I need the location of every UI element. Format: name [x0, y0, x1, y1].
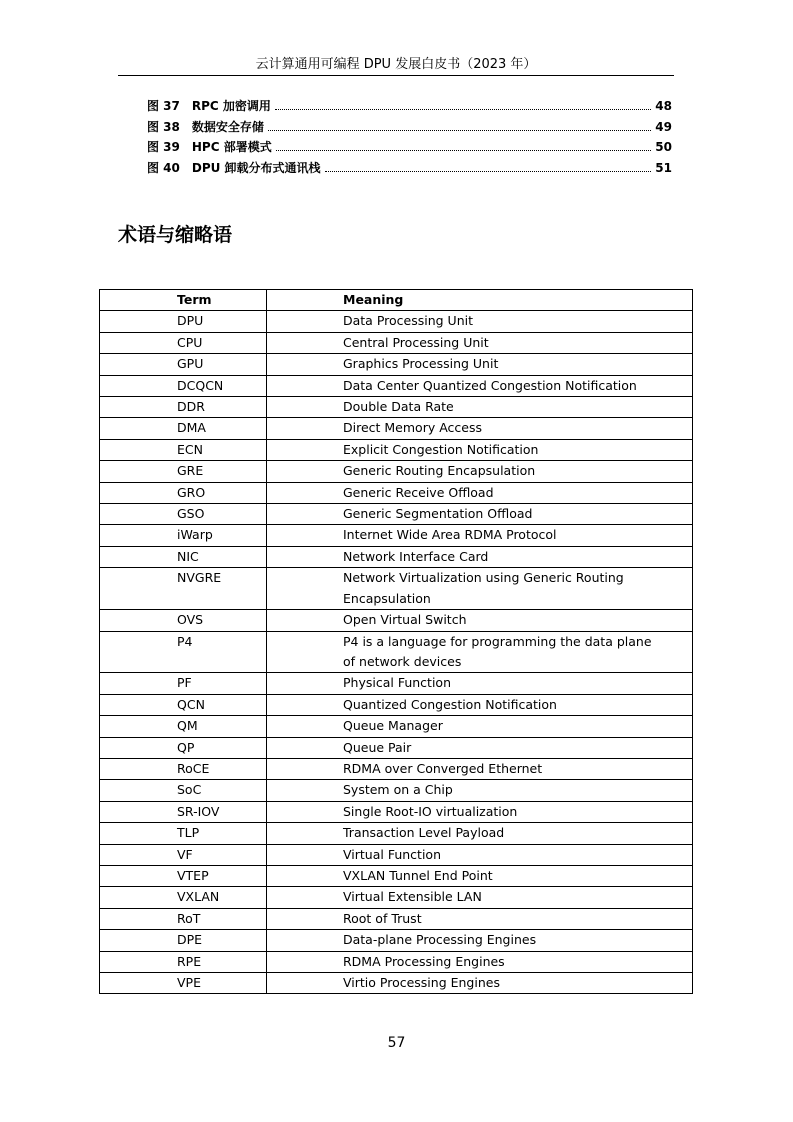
term-cell: QCN: [100, 694, 267, 715]
header-divider: [118, 75, 674, 76]
meaning-cell: Quantized Congestion Notification: [267, 694, 693, 715]
table-row: [100, 865, 693, 886]
meaning-cell: System on a Chip: [267, 780, 693, 801]
toc-leader-dots: [276, 150, 652, 151]
term-cell: VTEP: [100, 865, 267, 886]
meaning-cell: RDMA Processing Engines: [267, 951, 693, 972]
meaning-cell: Direct Memory Access: [267, 418, 693, 439]
table-header-row: [100, 290, 693, 311]
table-row: [100, 951, 693, 972]
table-row: [100, 930, 693, 951]
toc-entry[interactable]: [147, 97, 672, 118]
toc-leader-dots: [268, 130, 651, 131]
column-header-meaning: Meaning: [267, 290, 693, 311]
table-row: [100, 780, 693, 801]
toc-entry-label: 图 40 DPU 卸载分布式通讯栈: [147, 161, 321, 176]
term-cell: GRO: [100, 482, 267, 503]
term-cell: SoC: [100, 780, 267, 801]
table-row: [100, 801, 693, 822]
term-cell: NVGRE: [100, 568, 267, 610]
term-cell: VPE: [100, 973, 267, 994]
term-cell: GRE: [100, 461, 267, 482]
meaning-cell: Data Processing Unit: [267, 311, 693, 332]
toc-entry-label: 图 39 HPC 部署模式: [147, 140, 272, 155]
glossary-table: [99, 289, 693, 994]
table-row: [100, 823, 693, 844]
table-row: [100, 418, 693, 439]
term-cell: GSO: [100, 504, 267, 525]
table-row: [100, 673, 693, 694]
term-cell: RoCE: [100, 758, 267, 779]
meaning-cell: Double Data Rate: [267, 397, 693, 418]
meaning-cell: Network Interface Card: [267, 546, 693, 567]
meaning-cell: Data Center Quantized Congestion Notification: [267, 375, 693, 396]
table-row: [100, 504, 693, 525]
term-cell: CPU: [100, 332, 267, 353]
table-row: [100, 610, 693, 631]
meaning-cell: Queue Pair: [267, 737, 693, 758]
meaning-cell: Single Root-IO virtualization: [267, 801, 693, 822]
term-cell: PF: [100, 673, 267, 694]
table-row: [100, 482, 693, 503]
meaning-cell: Central Processing Unit: [267, 332, 693, 353]
meaning-cell: VXLAN Tunnel End Point: [267, 865, 693, 886]
page-header: 云计算通用可编程 DPU 发展白皮书（2023 年）: [255, 57, 537, 72]
page-number: 57: [387, 1035, 406, 1051]
table-row: [100, 908, 693, 929]
term-cell: VXLAN: [100, 887, 267, 908]
toc-entry-label: 图 37 RPC 加密调用: [147, 99, 271, 113]
meaning-cell: RDMA over Converged Ethernet: [267, 758, 693, 779]
term-cell: QP: [100, 737, 267, 758]
meaning-cell: Virtual Function: [267, 844, 693, 865]
term-cell: DCQCN: [100, 375, 267, 396]
toc-entry[interactable]: [147, 159, 672, 180]
table-row: [100, 758, 693, 779]
meaning-cell: Generic Routing Encapsulation: [267, 461, 693, 482]
toc-entry-page: 50: [655, 140, 672, 155]
table-row: [100, 631, 693, 673]
meaning-cell: Virtual Extensible LAN: [267, 887, 693, 908]
table-row: [100, 311, 693, 332]
meaning-cell: Data-plane Processing Engines: [267, 930, 693, 951]
toc-entry-label: 图 38 数据安全存储: [147, 119, 264, 134]
term-cell: SR-IOV: [100, 801, 267, 822]
table-row: [100, 716, 693, 737]
table-row: [100, 887, 693, 908]
meaning-cell: Virtio Processing Engines: [267, 973, 693, 994]
table-row: [100, 546, 693, 567]
table-row: [100, 737, 693, 758]
term-cell: ECN: [100, 439, 267, 460]
term-cell: RoT: [100, 908, 267, 929]
term-cell: DDR: [100, 397, 267, 418]
term-cell: QM: [100, 716, 267, 737]
toc-entry[interactable]: [147, 118, 672, 139]
term-cell: VF: [100, 844, 267, 865]
term-cell: GPU: [100, 354, 267, 375]
toc-entry-page: 51: [655, 161, 672, 176]
term-cell: DMA: [100, 418, 267, 439]
toc-entry-page: 48: [655, 99, 672, 113]
table-row: [100, 397, 693, 418]
table-row: [100, 461, 693, 482]
toc-entry-page: 49: [655, 119, 672, 134]
toc-leader-dots: [325, 171, 652, 172]
table-row: [100, 332, 693, 353]
meaning-cell: Open Virtual Switch: [267, 610, 693, 631]
toc-entry[interactable]: [147, 138, 672, 159]
table-row: [100, 375, 693, 396]
meaning-cell: P4 is a language for programming the data plane of network devices: [267, 631, 693, 673]
meaning-cell: Graphics Processing Unit: [267, 354, 693, 375]
meaning-cell: Explicit Congestion Notification: [267, 439, 693, 460]
meaning-cell: Root of Trust: [267, 908, 693, 929]
term-cell: DPU: [100, 311, 267, 332]
meaning-cell: Queue Manager: [267, 716, 693, 737]
term-cell: OVS: [100, 610, 267, 631]
section-title: 术语与缩略语: [118, 224, 233, 246]
column-header-term: Term: [100, 290, 267, 311]
meaning-cell: Transaction Level Payload: [267, 823, 693, 844]
toc-leader-dots: [275, 109, 651, 110]
figure-list: [147, 97, 672, 180]
table-row: [100, 973, 693, 994]
table-row: [100, 354, 693, 375]
term-cell: P4: [100, 631, 267, 673]
meaning-cell: Generic Receive Offload: [267, 482, 693, 503]
term-cell: RPE: [100, 951, 267, 972]
table-body: [100, 311, 693, 994]
meaning-cell: Internet Wide Area RDMA Protocol: [267, 525, 693, 546]
table-row: [100, 694, 693, 715]
meaning-cell: Network Virtualization using Generic Routing Encapsulation: [267, 568, 693, 610]
term-cell: DPE: [100, 930, 267, 951]
table-row: [100, 568, 693, 610]
table-row: [100, 525, 693, 546]
meaning-cell: Generic Segmentation Offload: [267, 504, 693, 525]
meaning-cell: Physical Function: [267, 673, 693, 694]
term-cell: iWarp: [100, 525, 267, 546]
table-row: [100, 844, 693, 865]
table-row: [100, 439, 693, 460]
term-cell: TLP: [100, 823, 267, 844]
term-cell: NIC: [100, 546, 267, 567]
